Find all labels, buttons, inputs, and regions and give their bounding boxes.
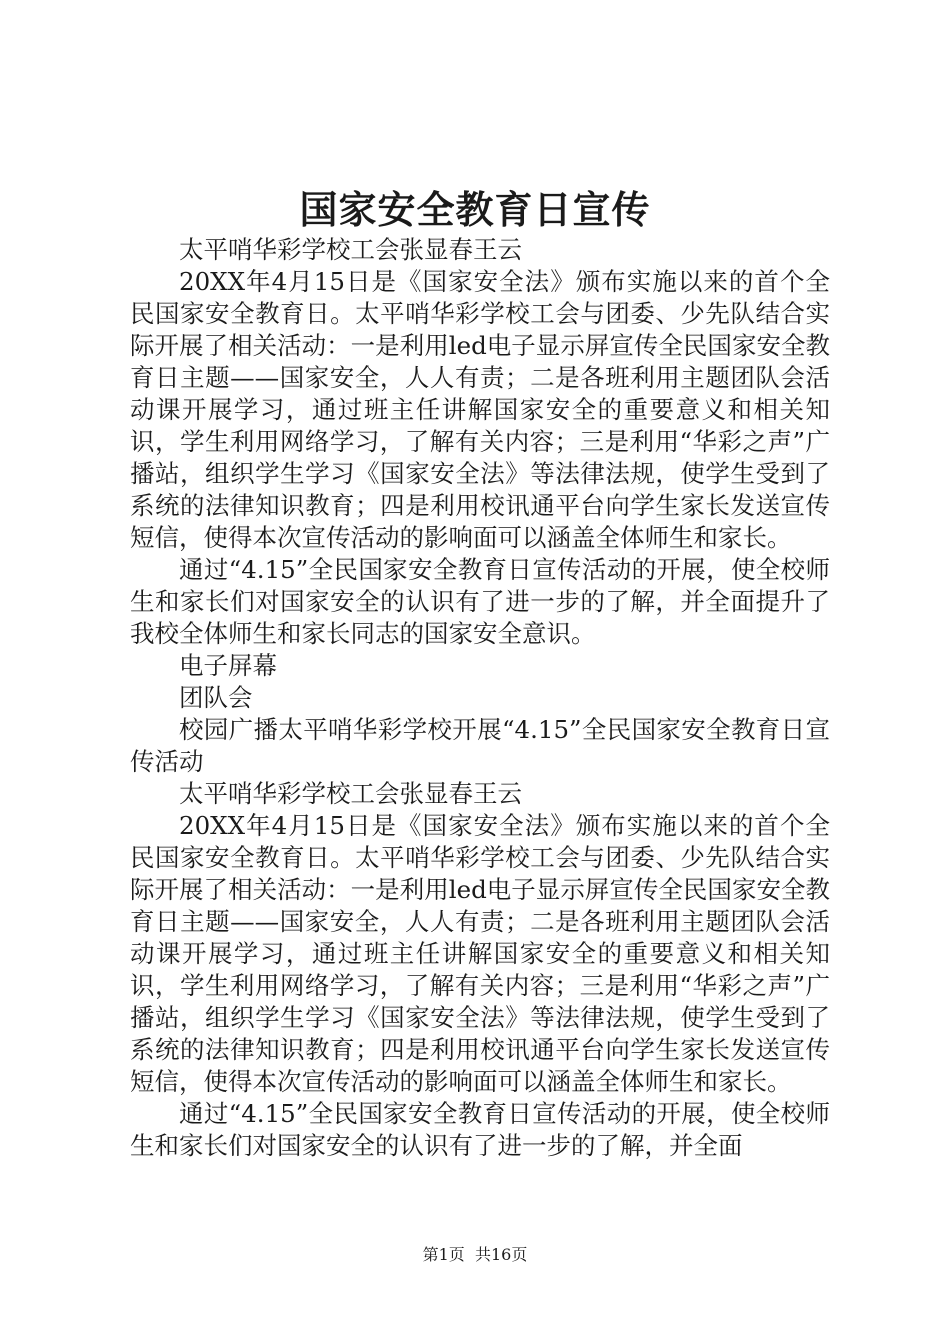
author-line: 太平哨华彩学校工会张显春王云: [179, 235, 522, 264]
body-paragraph: 20XX年4月15日是《国家安全法》颁布实施以来的首个全民国家安全教育日。太平哨华彩学校工会与团委、少先队结合实际开展了相关活动：一是利用led电子显示屏宣传全民国家安全教育日主题——国家安全，人人有责；二是各班利用主题团队会活动课开展学习，通过班主任讲解国家安全的重要意义和相关知识，学生利用网络学习，了解有关内容；三是利用“华彩之声”广播站，组织学生学习《国家安全法》等法律法规，使学生受到了系统的法律知识教育；四是利用校讯通平台向学生家长发送宣传短信，使得本次宣传活动的影响面可以涵盖全体师生和家长。: [130, 267, 830, 552]
body-paragraph: 20XX年4月15日是《国家安全法》颁布实施以来的首个全民国家安全教育日。太平哨华彩学校工会与团委、少先队结合实际开展了相关活动：一是利用led电子显示屏宣传全民国家安全教育日主题——国家安全，人人有责；二是各班利用主题团队会活动课开展学习，通过班主任讲解国家安全的重要意义和相关知识，学生利用网络学习，了解有关内容；三是利用“华彩之声”广播站，组织学生学习《国家安全法》等法律法规，使学生受到了系统的法律知识教育；四是利用校讯通平台向学生家长发送宣传短信，使得本次宣传活动的影响面可以涵盖全体师生和家长。: [130, 811, 830, 1096]
page-title: 国家安全教育日宣传: [299, 187, 651, 232]
document-body: [130, 234, 830, 1162]
body-paragraph: 通过“4.15”全民国家安全教育日宣传活动的开展，使全校师生和家长们对国家安全的认识有了进一步的了解，并全面: [130, 1099, 830, 1160]
section-heading: 校园广播太平哨华彩学校开展“4.15”全民国家安全教育日宣传活动: [130, 715, 830, 776]
page-total: 共16页: [474, 1245, 528, 1264]
page-number: 第1页: [422, 1245, 465, 1264]
image-caption: 电子屏幕: [179, 651, 277, 680]
page-footer: [0, 1244, 950, 1266]
body-paragraph: 通过“4.15”全民国家安全教育日宣传活动的开展，使全校师生和家长们对国家安全的认识有了进一步的了解，并全面提升了我校全体师生和家长同志的国家安全意识。: [130, 555, 830, 648]
author-line: 太平哨华彩学校工会张显春王云: [179, 779, 522, 808]
image-caption: 团队会: [179, 683, 253, 712]
